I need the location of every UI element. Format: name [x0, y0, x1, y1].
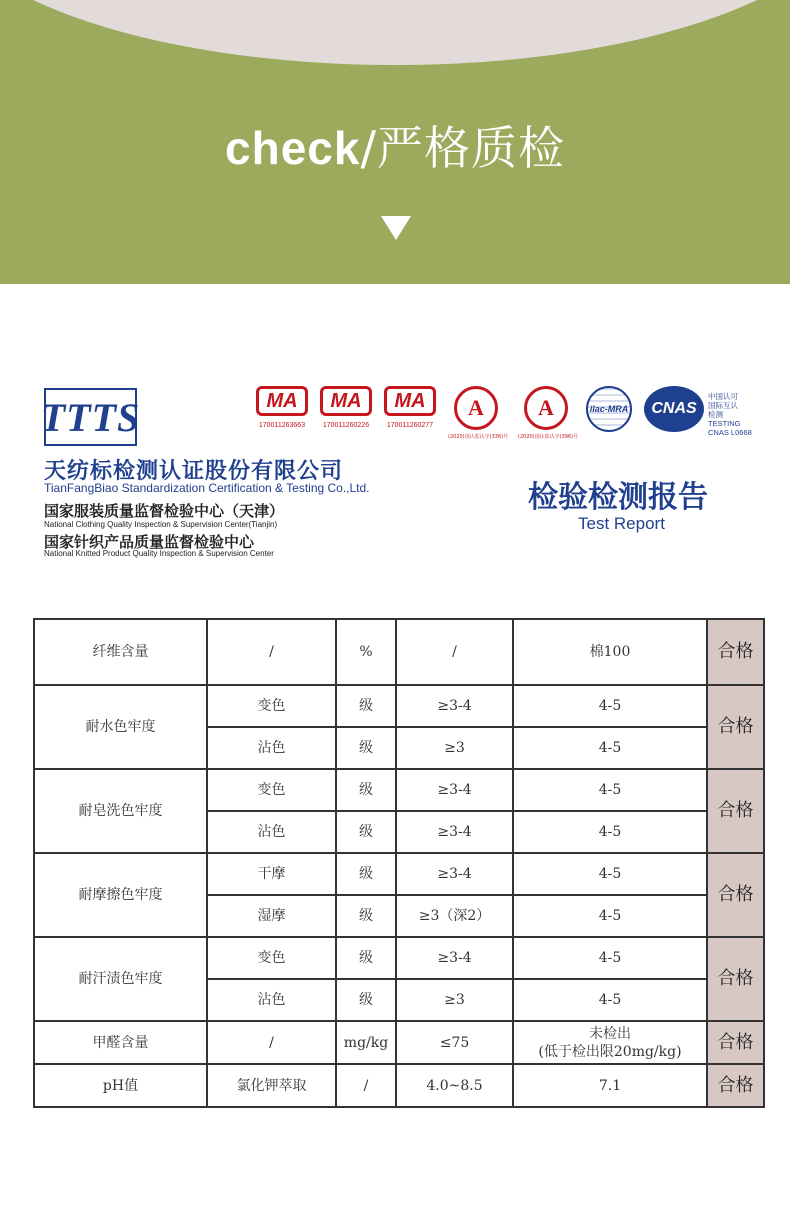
- banner-title-cn: 严格质检: [376, 121, 565, 175]
- table-row: [34, 619, 764, 685]
- table-row: [34, 1064, 764, 1107]
- top-banner: [0, 0, 790, 284]
- result-badge: 合格: [707, 853, 764, 937]
- result-badge: 合格: [707, 1021, 764, 1064]
- test-value: 4-5: [513, 811, 707, 853]
- unit: %: [336, 619, 396, 685]
- sub-item: 氯化钾萃取: [207, 1064, 336, 1107]
- requirement: ≥3: [396, 727, 513, 769]
- table-row: [34, 1021, 764, 1064]
- cal-note: (2020)国认监认字(396)号: [518, 434, 579, 440]
- report-title-en: Test Report: [578, 514, 665, 533]
- banner-title-en: check: [225, 122, 361, 174]
- cal-mark-2: [518, 386, 579, 440]
- cma-number: 170011260277: [386, 422, 434, 429]
- knitted-center-en: National Knitted Product Quality Inspection & Supervision Center: [44, 549, 274, 558]
- company-name-en: TianFangBiao Standardization Certification & Testing Co.,Ltd.: [44, 481, 370, 495]
- requirement: ≥3-4: [396, 769, 513, 811]
- item-name: 甲醛含量: [34, 1021, 207, 1064]
- unit: 级: [336, 895, 396, 937]
- down-arrow-icon: [381, 216, 411, 240]
- cnas-info-line: CNAS L0668: [708, 428, 752, 437]
- requirement: ≥3-4: [396, 853, 513, 895]
- cma-mark-2: [320, 386, 372, 429]
- requirement: ≥3: [396, 979, 513, 1021]
- cma-mark-1: [256, 386, 308, 429]
- requirement: 4.0~8.5: [396, 1064, 513, 1107]
- item-name: 耐汗渍色牢度: [34, 937, 207, 1021]
- cnas-badge-icon: [644, 386, 704, 432]
- cma-label: MA: [330, 390, 362, 412]
- test-value: 4-5: [513, 979, 707, 1021]
- test-value-line1: 未检出: [589, 1025, 631, 1042]
- sub-item: 干摩: [207, 853, 336, 895]
- table-row: [34, 937, 764, 979]
- cnas-label: CNAS: [651, 400, 697, 417]
- sub-item: /: [207, 619, 336, 685]
- cal-mark-1: [448, 386, 509, 440]
- cnas-info-line: TESTING: [708, 419, 741, 428]
- sub-item: 沾色: [207, 727, 336, 769]
- item-name: 耐皂洗色牢度: [34, 769, 207, 853]
- test-value: 4-5: [513, 727, 707, 769]
- result-badge: 合格: [707, 619, 764, 685]
- item-name: 耐摩擦色牢度: [34, 853, 207, 937]
- cal-badge-icon: [524, 386, 568, 430]
- sub-item: 变色: [207, 769, 336, 811]
- table-row: [34, 769, 764, 811]
- test-value: 4-5: [513, 895, 707, 937]
- cma-label: MA: [266, 390, 298, 412]
- cnas-info-line: 检测: [708, 410, 723, 419]
- cnas-mark: [644, 386, 704, 432]
- logo-text: TTTS: [40, 394, 141, 440]
- result-badge: 合格: [707, 1064, 764, 1107]
- cma-label: MA: [394, 390, 426, 412]
- test-value-line2: (低于检出限20mg/kg): [538, 1043, 682, 1060]
- test-value: 棉100: [513, 619, 707, 685]
- requirement: ≥3-4: [396, 685, 513, 727]
- result-badge: 合格: [707, 769, 764, 853]
- test-value: 4-5: [513, 937, 707, 979]
- test-value: 4-5: [513, 853, 707, 895]
- cal-label: A: [538, 395, 554, 420]
- company-name-cn: 天纺标检测认证股份有限公司: [44, 459, 344, 484]
- cma-badge-icon: [256, 386, 308, 416]
- unit: mg/kg: [336, 1021, 396, 1064]
- requirement: ≤75: [396, 1021, 513, 1064]
- cnas-info-text: [708, 392, 768, 437]
- test-results-table: [33, 618, 765, 1108]
- unit: 级: [336, 685, 396, 727]
- cma-number: 170011263663: [258, 422, 306, 429]
- ilac-mra-mark: [586, 386, 632, 432]
- unit: /: [336, 1064, 396, 1107]
- banner-title-separator: /: [360, 121, 377, 175]
- sub-item: 沾色: [207, 979, 336, 1021]
- test-value: 7.1: [513, 1064, 707, 1107]
- unit: 级: [336, 727, 396, 769]
- unit: 级: [336, 979, 396, 1021]
- test-value: 4-5: [513, 769, 707, 811]
- knitted-center-cn: 国家针织产品质量监督检验中心: [44, 533, 255, 551]
- ilac-label: ilac-MRA: [589, 404, 629, 414]
- unit: 级: [336, 853, 396, 895]
- cnas-info-line: 国际互认: [708, 401, 738, 410]
- cal-label: A: [468, 395, 484, 420]
- table-row: [34, 685, 764, 727]
- sub-item: 变色: [207, 685, 336, 727]
- cnas-info-line: 中国认可: [708, 392, 738, 401]
- sub-item: 变色: [207, 937, 336, 979]
- ilac-globe-icon: [586, 386, 632, 432]
- cma-badge-icon: [320, 386, 372, 416]
- banner-arc-decoration: [0, 0, 790, 65]
- result-badge: 合格: [707, 685, 764, 769]
- unit: 级: [336, 769, 396, 811]
- cal-note: (2020)国认监认字(336)号: [448, 434, 509, 440]
- report-title-cn: 检验检测报告: [528, 480, 708, 515]
- cal-badge-icon: [454, 386, 498, 430]
- clothing-center-cn: 国家服装质量监督检验中心（天津）: [44, 502, 285, 520]
- company-logo: [40, 388, 141, 446]
- unit: 级: [336, 811, 396, 853]
- requirement: ≥3-4: [396, 811, 513, 853]
- requirement: /: [396, 619, 513, 685]
- sub-item: 沾色: [207, 811, 336, 853]
- test-value: [513, 1021, 707, 1064]
- banner-title: [0, 118, 790, 178]
- sub-item: 湿摩: [207, 895, 336, 937]
- cma-badge-icon: [384, 386, 436, 416]
- item-name: 纤维含量: [34, 619, 207, 685]
- item-name: pH值: [34, 1064, 207, 1107]
- cma-number: 170011260226: [322, 422, 370, 429]
- test-value: 4-5: [513, 685, 707, 727]
- certification-marks: [256, 386, 756, 446]
- table-row: [34, 853, 764, 895]
- requirement: ≥3（深2）: [396, 895, 513, 937]
- result-badge: 合格: [707, 937, 764, 1021]
- sub-item: /: [207, 1021, 336, 1064]
- cma-mark-3: [384, 386, 436, 429]
- requirement: ≥3-4: [396, 937, 513, 979]
- clothing-center-en: National Clothing Quality Inspection & Supervision Center(Tianjin): [44, 520, 278, 529]
- item-name: 耐水色牢度: [34, 685, 207, 769]
- unit: 级: [336, 937, 396, 979]
